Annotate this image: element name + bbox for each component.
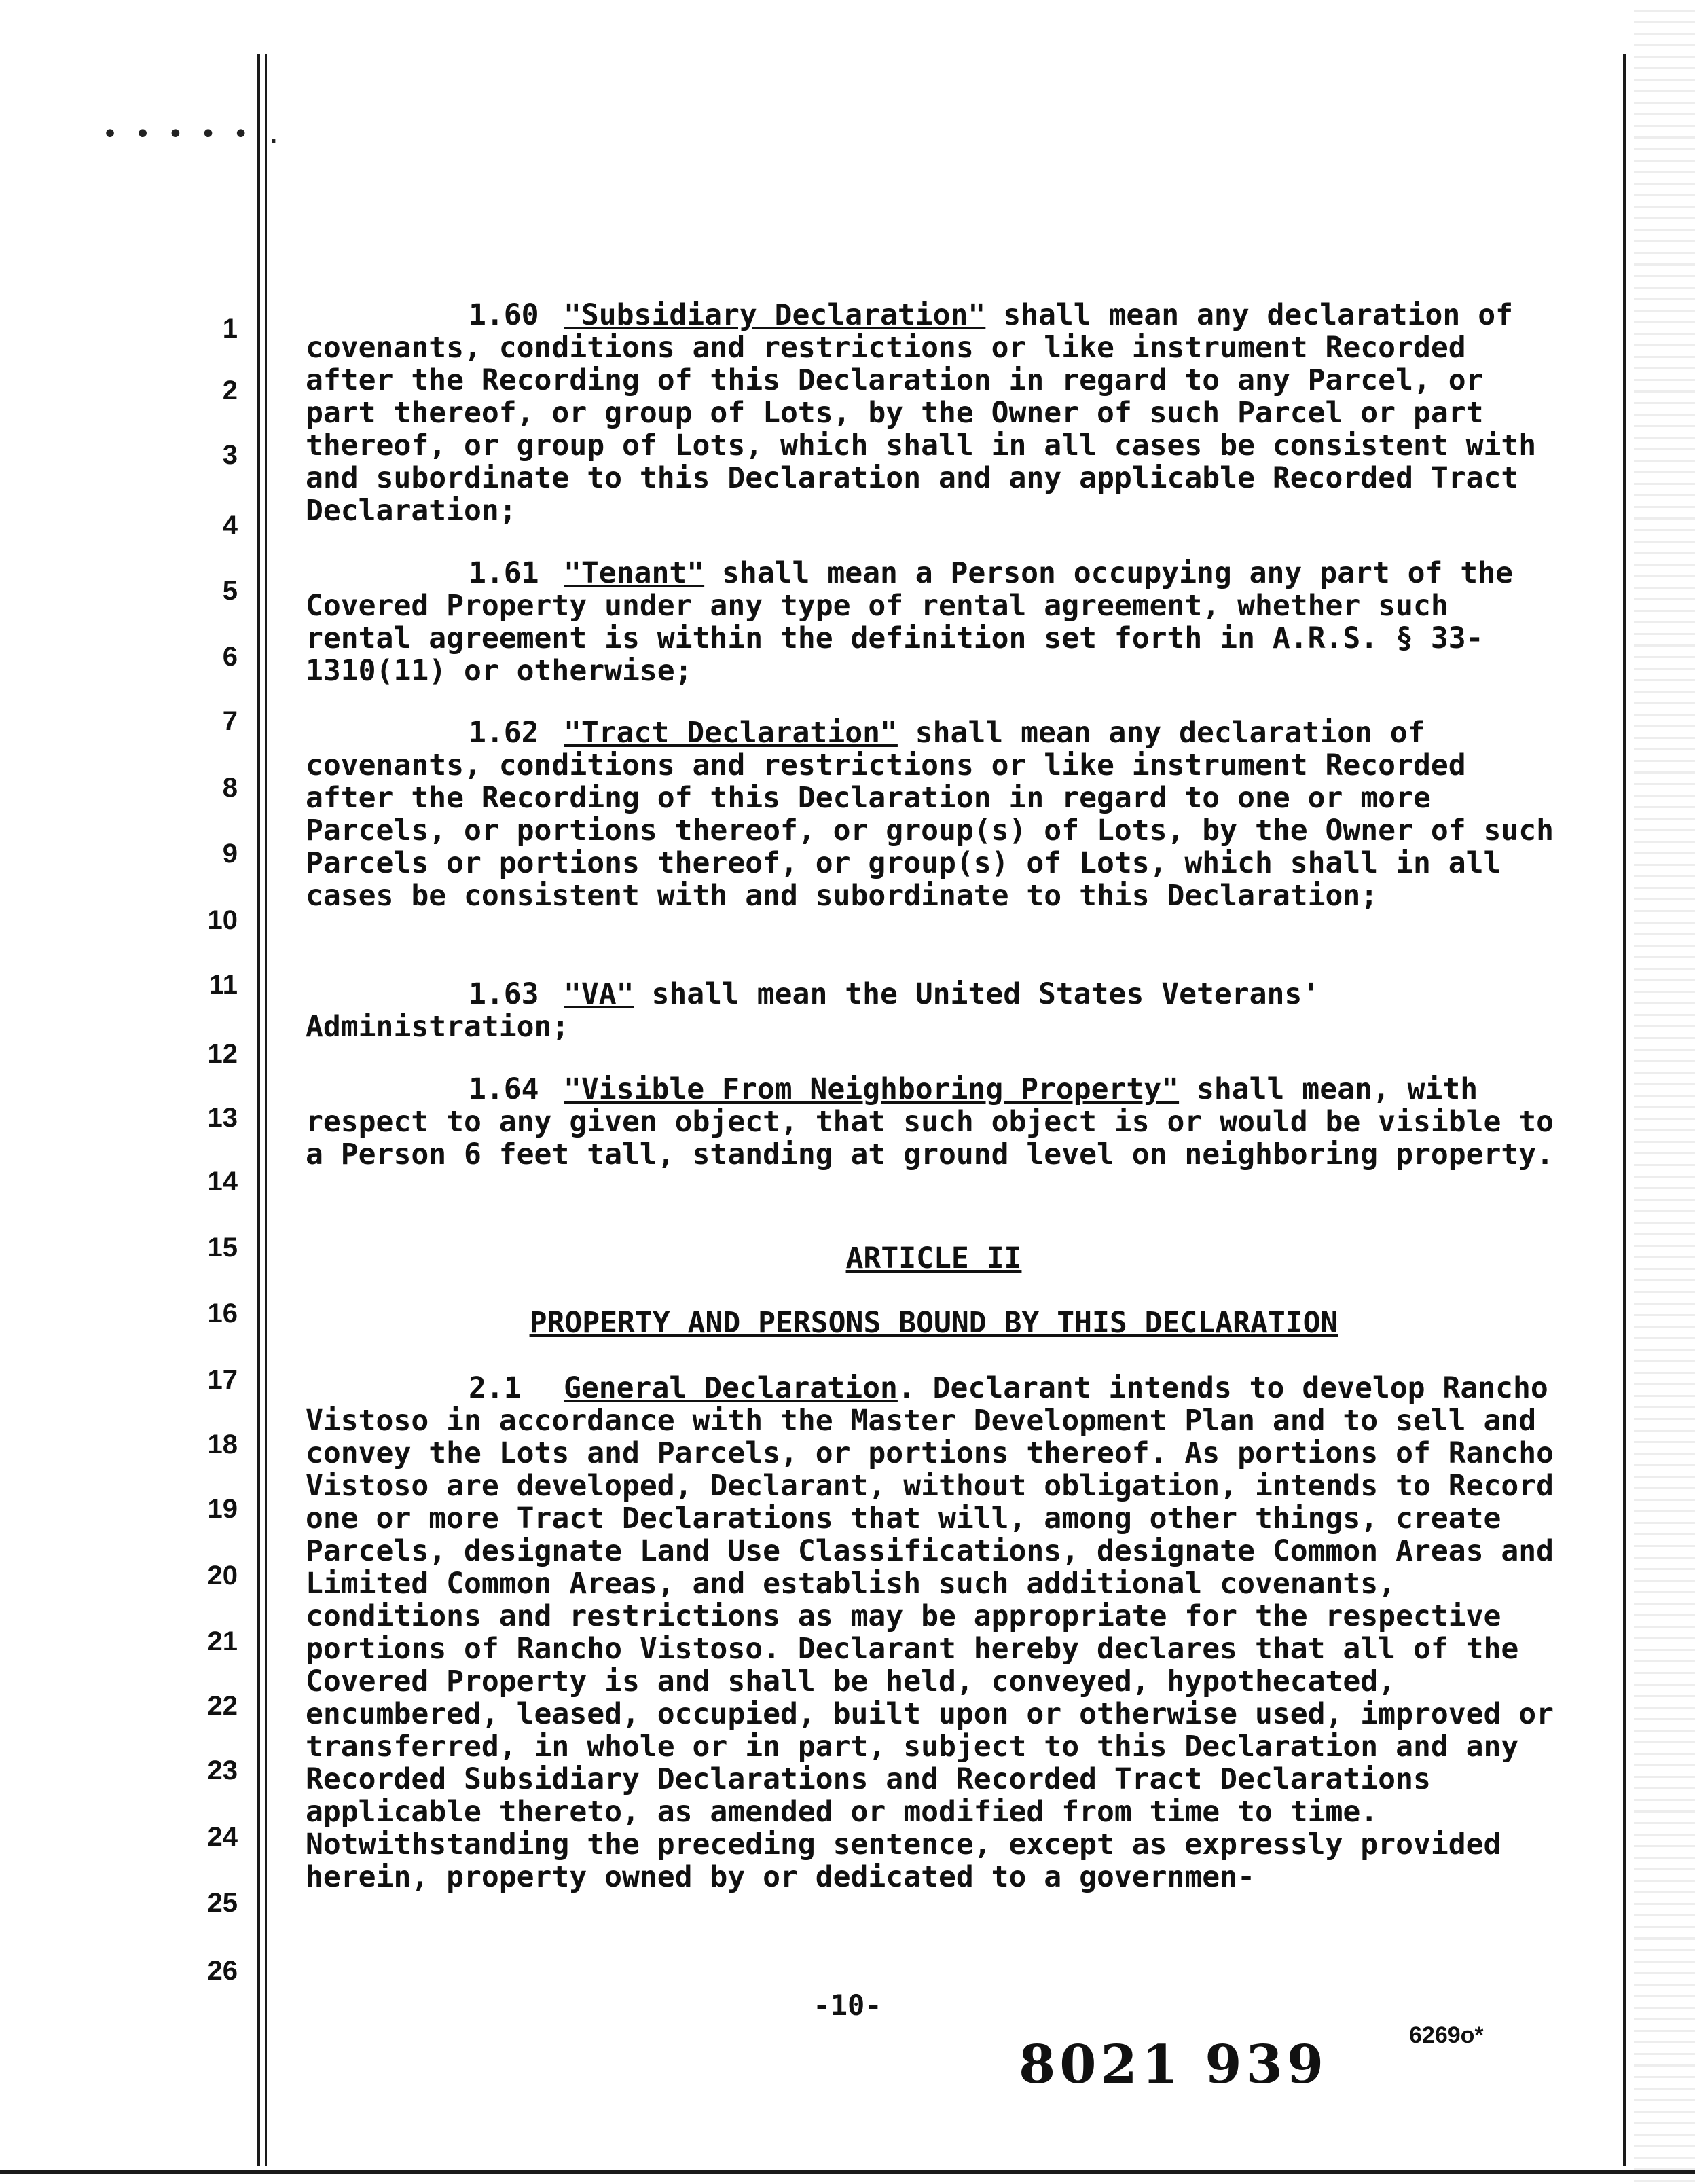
section-number: 1.64: [469, 1072, 539, 1106]
line-number: 9: [222, 839, 238, 869]
line-number: 22: [207, 1691, 238, 1721]
defined-term: "Subsidiary Declaration": [564, 298, 986, 332]
defined-term: "Tract Declaration": [564, 716, 898, 750]
recording-stamp: 8021 939: [1019, 2034, 1328, 2096]
line-number: 19: [207, 1494, 238, 1524]
line-number: 4: [222, 511, 238, 541]
right-margin-rule: [1623, 54, 1626, 2166]
section-text: shall mean a Person occupying any part of the Covered Property under any type of rental agreement, whether such rental agreement is within the definition set forth in A.R.S. § 33-1310(11) or otherwise;: [306, 556, 1513, 688]
line-number: 20: [207, 1561, 238, 1590]
line-number: 13: [207, 1103, 238, 1133]
line-number: 11: [208, 970, 238, 1000]
line-number: 2: [222, 376, 238, 405]
line-number: 5: [222, 576, 238, 606]
line-number: 14: [207, 1167, 238, 1197]
line-number: 7: [222, 706, 238, 736]
line-number: 21: [207, 1626, 238, 1656]
section-text: shall mean any declaration of covenants, conditions and restrictions or like instrument Recorded after the Recording of this Declaration in regard to any Parcel, or part thereof, or group of Lots, by the Owner of such Parcel or part thereof, or group of Lots, which shall in all cases be consistent with and subordinate to this Declaration and any applicable Recorded Tract Declaration;: [306, 298, 1537, 528]
defined-term: General Declaration: [564, 1371, 898, 1405]
line-number: 18: [207, 1430, 238, 1459]
top-left-specks: • • • • • .: [102, 119, 282, 150]
section-1-63: [306, 978, 1562, 1043]
bottom-scan-edge: [0, 2170, 1695, 2174]
line-number: 3: [222, 440, 238, 470]
document-code: 6269o*: [1409, 2022, 1484, 2048]
line-number: 6: [222, 642, 238, 672]
defined-term: "Visible From Neighboring Property": [564, 1072, 1180, 1106]
line-number: 10: [207, 905, 238, 935]
section-1-60: [306, 299, 1562, 527]
section-1-61: [306, 557, 1562, 687]
line-number: 26: [207, 1956, 238, 1986]
left-margin-rule-outer: [257, 54, 260, 2166]
section-1-62: [306, 716, 1562, 912]
section-1-64: [306, 1073, 1562, 1171]
section-number: 1.63: [469, 977, 539, 1011]
section-text: . Declarant intends to develop Rancho Vistoso in accordance with the Master Development Plan and to sell and convey the Lots and Parcels, or portions thereof. As portions of Rancho Vistoso are developed, Declarant, without obligation, intends to Record one or more Tract Declarations that will, among other things, create Parcels, designate Land Use Classifications, designate Common Areas and Limited Common Areas, and establish such additional covenants, conditions and restrictions as may be appropriate for the respective portions of Rancho Vistoso. Declarant hereby declares that all of the Covered Property is and shall be held, conveyed, hypothecated, encumbered, leased, occupied, built upon or otherwise used, improved or transferred, in whole or in part, subject to this Declaration and any Recorded Subsidiary Declarations and Recorded Tract Declarations applicable thereto, as amended or modified from time to time. Notwithstanding the preceding sentence, except as expressly provided herein, property owned by or dedicated to a governmen-: [306, 1371, 1554, 1894]
line-number: 17: [207, 1365, 238, 1395]
line-number: 16: [207, 1298, 238, 1328]
section-text: shall mean the United States Veterans' Administration;: [306, 977, 1320, 1044]
page-number: -10-: [813, 1988, 882, 2022]
section-text: shall mean any declaration of covenants, conditions and restrictions or like instrument Recorded after the Recording of this Declaration in regard to one or more Parcels, or portions thereof, or group(s) of Lots, by the Owner of such Parcels or portions thereof, or group(s) of Lots, which shall in all cases be consistent with and subordinate to this Declaration;: [306, 716, 1554, 913]
right-scan-noise: [1634, 0, 1695, 2184]
section-number: 1.62: [469, 716, 539, 750]
section-text: shall mean, with respect to any given object, that such object is or would be visible to a Person 6 feet tall, standing at ground level on neighboring property.: [306, 1072, 1554, 1171]
section-2-1: [306, 1372, 1562, 1893]
section-number: 1.60: [469, 298, 539, 332]
section-number: 1.61: [469, 556, 539, 590]
article-title: ARTICLE II: [845, 1241, 1022, 1275]
line-number: 1: [222, 314, 238, 344]
line-number: 15: [207, 1233, 238, 1262]
left-margin-rule-inner: [265, 54, 267, 2166]
line-number: 23: [207, 1755, 238, 1785]
line-number: 8: [222, 773, 238, 803]
defined-term: "VA": [564, 977, 634, 1011]
line-number: 12: [207, 1039, 238, 1069]
line-number: 24: [207, 1822, 238, 1852]
line-number: 25: [207, 1888, 238, 1918]
defined-term: "Tenant": [564, 556, 705, 590]
section-number: 2.1: [469, 1371, 522, 1405]
article-subtitle: PROPERTY AND PERSONS BOUND BY THIS DECLARATION: [529, 1306, 1338, 1340]
